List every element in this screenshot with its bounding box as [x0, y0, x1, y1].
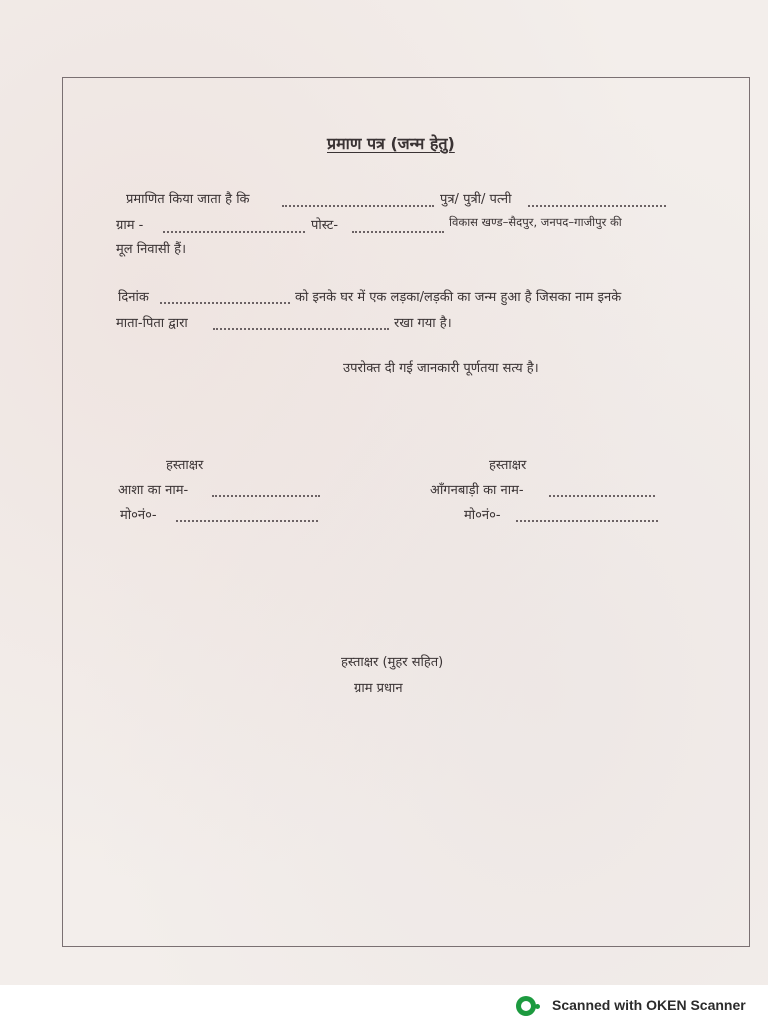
asha-name-label: आशा का नाम-	[118, 483, 189, 498]
parent-name-blank	[528, 205, 666, 207]
named-text: रखा गया है।	[394, 316, 452, 331]
post-blank	[352, 231, 444, 233]
certify-text: प्रमाणित किया जाता है कि	[126, 192, 250, 207]
resident-text: मूल निवासी हैं।	[116, 242, 187, 257]
post-label: पोस्ट-	[311, 218, 339, 233]
anganwadi-signature-heading: हस्ताक्षर	[489, 458, 527, 473]
document-border	[62, 77, 750, 947]
date-label: दिनांक	[118, 290, 149, 305]
anganwadi-name-blank	[549, 495, 655, 497]
village-label: ग्राम -	[116, 218, 144, 233]
anganwadi-name-label: आँगनबाड़ी का नाम-	[430, 483, 524, 498]
scanner-watermark-text: Scanned with OKEN Scanner	[552, 997, 746, 1013]
pradhan-designation: ग्राम प्रधान	[354, 681, 403, 696]
address-text: विकास खण्ड–सैदपुर, जनपद–गाजीपुर की	[449, 215, 622, 229]
parents-label: माता-पिता द्वारा	[116, 316, 188, 331]
asha-mobile-label: मो०नं०-	[120, 508, 157, 523]
birth-text: को इनके घर में एक लड़का/लड़की का जन्म हुआ है जिसका नाम इनके	[295, 290, 622, 305]
oken-logo-icon	[516, 996, 536, 1016]
date-blank	[160, 302, 290, 304]
asha-signature-heading: हस्ताक्षर	[166, 458, 204, 473]
anganwadi-mobile-blank	[516, 520, 658, 522]
anganwadi-mobile-label: मो०नं०-	[464, 508, 501, 523]
name-blank	[282, 205, 434, 207]
village-blank	[163, 231, 305, 233]
certificate-title: प्रमाण पत्र (जन्म हेतु)	[327, 134, 455, 153]
asha-mobile-blank	[176, 520, 318, 522]
child-name-blank	[213, 328, 389, 330]
relation-text: पुत्र/ पुत्री/ पत्नी	[440, 192, 512, 207]
asha-name-blank	[212, 495, 320, 497]
pradhan-signature-label: हस्ताक्षर (मुहर सहित)	[341, 655, 444, 670]
declaration-text: उपरोक्त दी गई जानकारी पूर्णतया सत्य है।	[343, 361, 539, 376]
